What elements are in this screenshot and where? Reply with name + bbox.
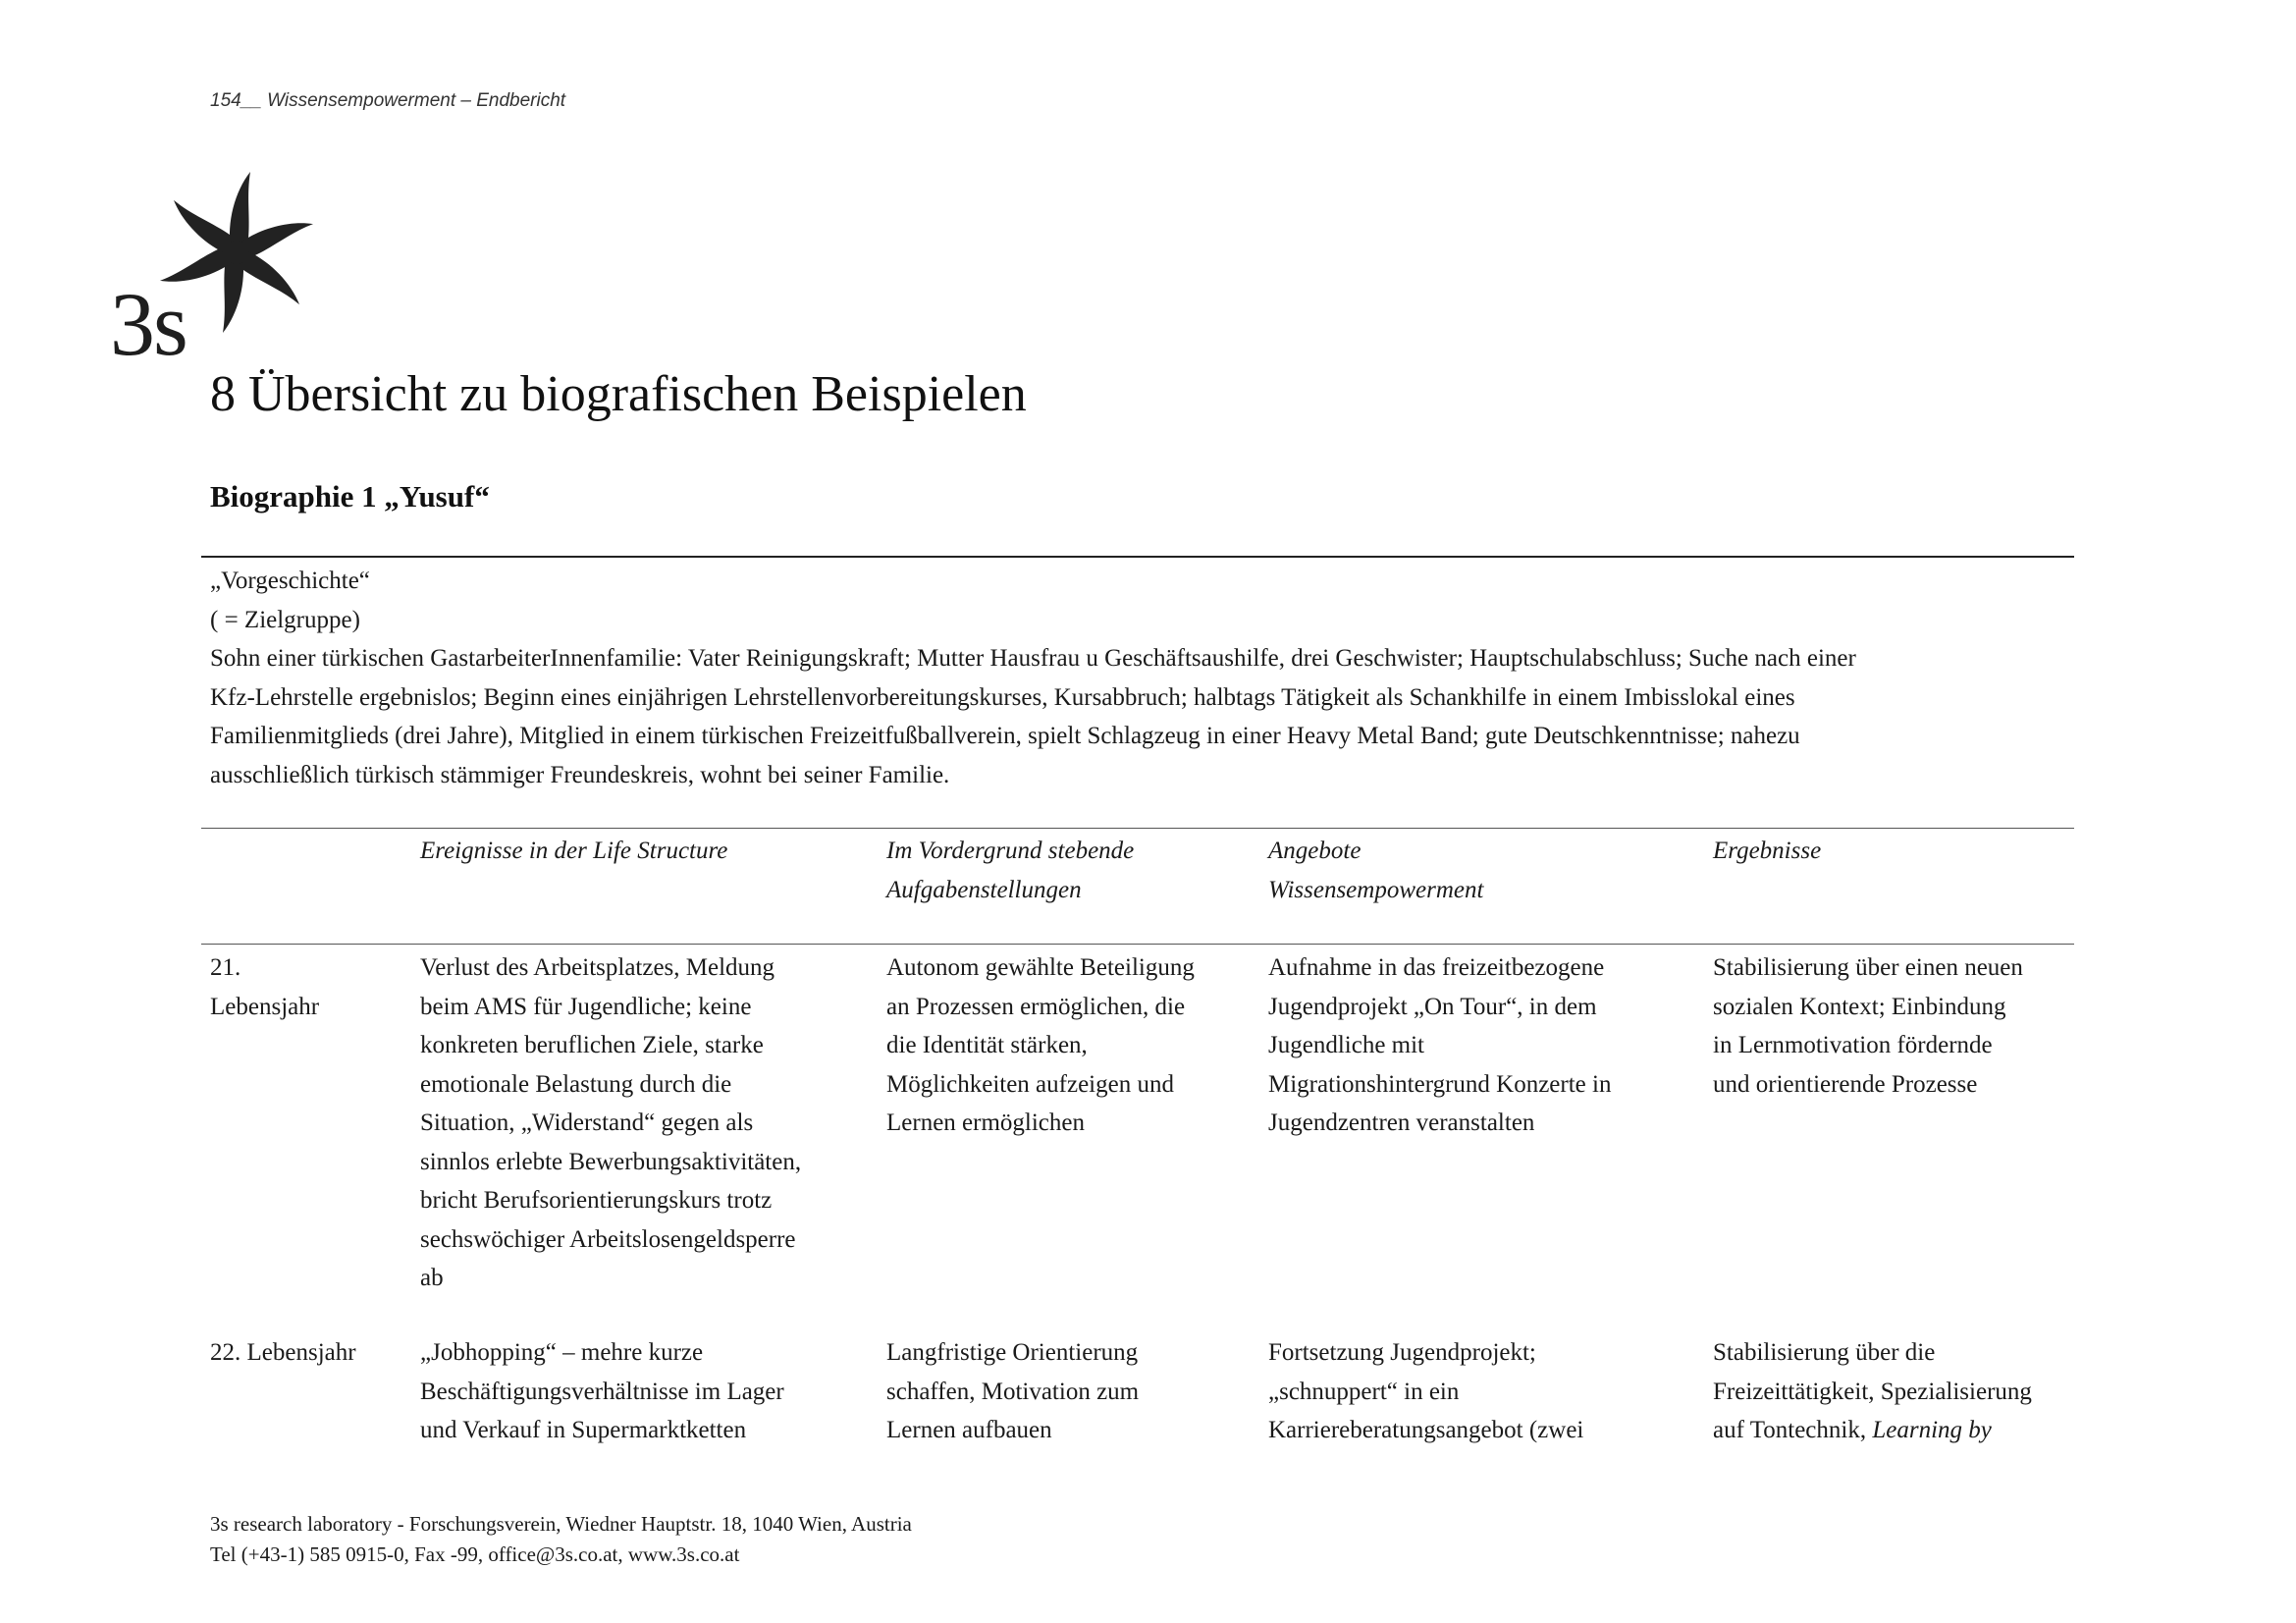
header-events-text: Ereignisse in der Life Structure [420,838,728,864]
footer-contact: Tel (+43-1) 585 0915-0, Fax -99, office@3s.co.at, www.3s.co.at [210,1542,740,1566]
events-line: beim AMS für Jugendliche; keine [420,993,752,1020]
company-logo [110,169,326,375]
tasks-line: Langfristige Orientierung [886,1339,1139,1366]
offers-line: Karriereberatungsangebot (zwei [1268,1417,1584,1443]
age-line: Lebensjahr [210,993,320,1020]
vorgeschichte-sublabel: ( = Zielgruppe) [210,606,360,633]
chapter-title: 8 Übersicht zu biografischen Beispielen [210,366,1027,422]
row-events [420,948,862,1298]
row-tasks [886,1333,1245,1450]
offers-line: Jugendzentren veranstalten [1268,1109,1535,1136]
age-line: 22. Lebensjahr [210,1339,356,1366]
offers-line: Aufnahme in das freizeitbezogene [1268,954,1605,981]
table-top-rule [201,828,2074,829]
events-line: sinnlos erlebte Bewerbungsaktivitäten, [420,1148,802,1175]
offers-line: „schnuppert“ in ein [1268,1378,1460,1405]
header-results-text: Ergebnisse [1713,838,1822,864]
biography-title: Biographie 1 „Yusuf“ [210,479,490,514]
results-line: und orientierende Prozesse [1713,1070,1978,1098]
results-line: sozialen Kontext; Einbindung [1713,993,2006,1020]
results-line: in Lernmotivation fördernde [1713,1032,1993,1058]
row-age [210,948,406,1026]
tasks-line: schaffen, Motivation zum [886,1378,1140,1405]
row-offers [1268,948,1690,1143]
tasks-line: Möglichkeiten aufzeigen und [886,1070,1174,1098]
offers-line: Migrationshintergrund Konzerte in [1268,1070,1612,1098]
vorgeschichte-label: „Vorgeschichte“ [210,568,370,594]
header-events [420,832,862,871]
offers-line: Jugendliche mit [1268,1032,1424,1058]
events-line: Verlust des Arbeitsplatzes, Meldung [420,954,775,981]
events-line: „Jobhopping“ – mehre kurze [420,1339,704,1366]
footer-address: 3s research laboratory - Forschungsverein, Wiedner Hauptstr. 18, 1040 Wien, Austria [210,1512,912,1536]
events-line: bricht Berufsorientierungskurs trotz [420,1187,773,1214]
row-offers [1268,1333,1690,1450]
header-offers [1268,832,1690,909]
events-line: emotionale Belastung durch die [420,1070,732,1098]
header-tasks [886,832,1245,909]
header-tasks-line: Aufgabenstellungen [886,876,1082,903]
top-rule [201,556,2074,558]
tasks-line: Lernen aufbauen [886,1417,1052,1443]
logo-text: 3s [110,274,187,374]
row-age [210,1333,416,1373]
events-line: ab [420,1265,444,1291]
header-results [1713,832,2076,871]
header-bottom-rule [201,944,2074,945]
age-line: 21. [210,954,241,981]
events-line: konkreten beruflichen Ziele, starke [420,1032,764,1058]
vorgeschichte-line: Kfz-Lehrstelle ergebnislos; Beginn eines einjährigen Lehrstellenvorbereitungskurses, Kursabbruch; halbtags Tätigkeit als Schankhilfe in einem Imbisslokal eines [210,683,1795,711]
row-results [1713,1333,2076,1450]
vorgeschichte-section [210,562,2065,794]
results-line: Stabilisierung über die [1713,1339,1936,1366]
header-offers-line: Wissensempowerment [1268,876,1484,903]
vorgeschichte-line: Familienmitglieds (drei Jahre), Mitglied in einem türkischen Freizeitfußballverein, spielt Schlagzeug in einer Heavy Metal Band; gute Deutschkenntnisse; nahezu [210,723,1800,749]
row-events [420,1333,862,1450]
row-results [1713,948,2076,1104]
tasks-line: an Prozessen ermöglichen, die [886,993,1186,1020]
page-footer [210,1509,912,1570]
results-italic-term: Learning by [1872,1417,1992,1443]
running-head: 154__ Wissensempowerment – Endbericht [210,90,566,111]
tasks-line: Autonom gewählte Beteiligung [886,954,1195,981]
results-line: Freizeittätigkeit, Spezialisierung [1713,1378,2032,1405]
tasks-line: die Identität stärken, [886,1032,1088,1058]
results-line-text: auf Tontechnik, [1713,1417,1867,1443]
events-line: Situation, „Widerstand“ gegen als [420,1109,754,1136]
results-line: Stabilisierung über einen neuen [1713,954,2023,981]
tasks-line: Lernen ermöglichen [886,1109,1085,1136]
header-tasks-line: Im Vordergrund stebende [886,838,1135,864]
header-offers-line: Angebote [1268,838,1362,864]
events-line: sechswöchiger Arbeitslosengeldsperre [420,1225,796,1253]
vorgeschichte-line: ausschließlich türkisch stämmiger Freundeskreis, wohnt bei seiner Familie. [210,761,950,788]
offers-line: Fortsetzung Jugendprojekt; [1268,1339,1536,1366]
offers-line: Jugendprojekt „On Tour“, in dem [1268,993,1597,1020]
events-line: Beschäftigungsverhältnisse im Lager [420,1378,784,1405]
row-tasks [886,948,1245,1143]
vorgeschichte-line: Sohn einer türkischen GastarbeiterInnenfamilie: Vater Reinigungskraft; Mutter Hausfrau u Geschäftsaushilfe, drei Geschwister; Hauptschulabschluss; Suche nach einer [210,645,1856,672]
results-line [1713,1411,2076,1450]
events-line: und Verkauf in Supermarktketten [420,1417,747,1443]
